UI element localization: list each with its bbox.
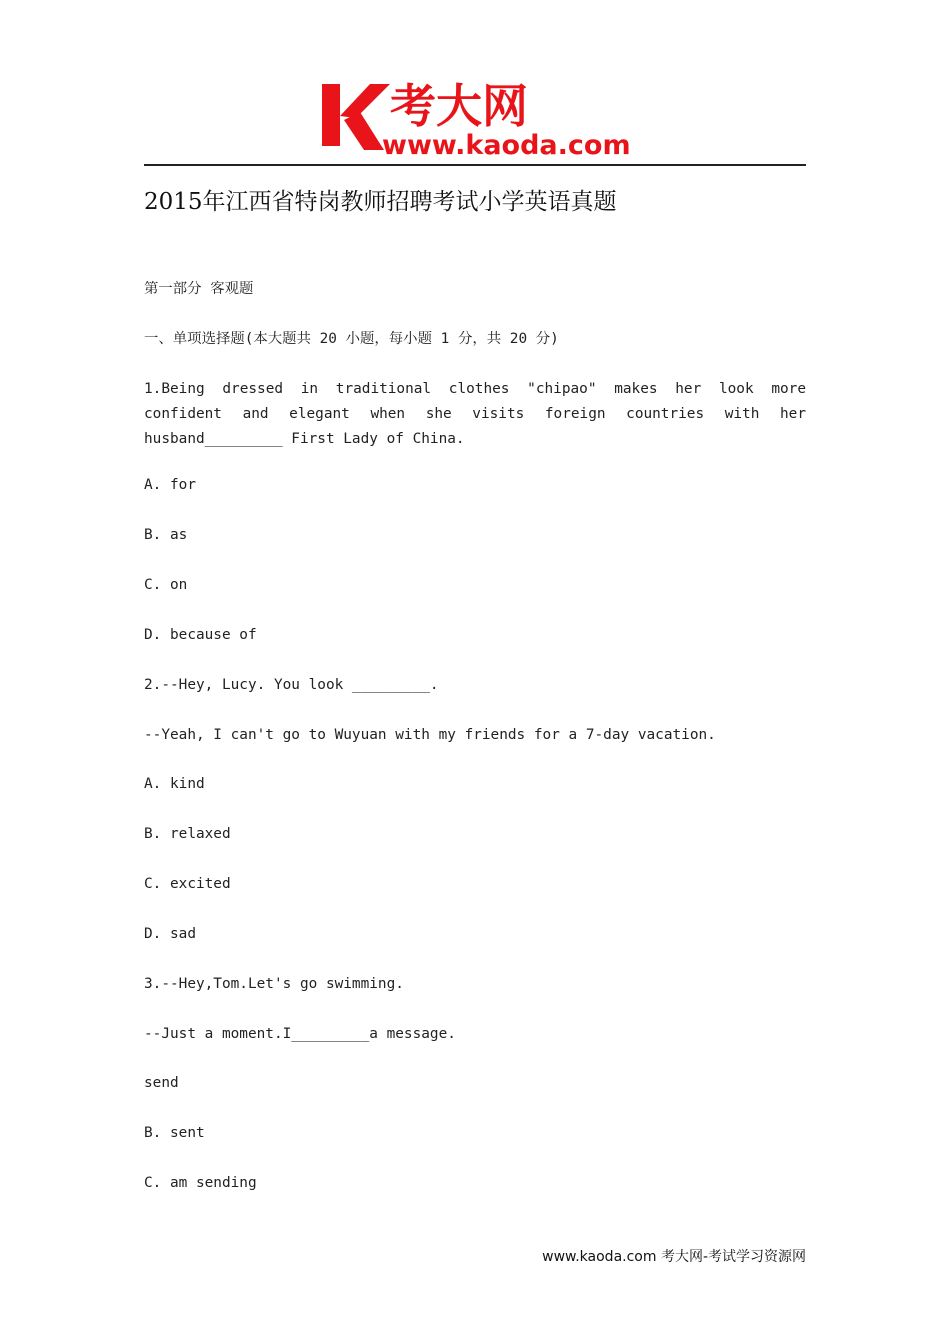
part-heading: 第一部分 客观题 <box>144 281 254 297</box>
logo-url-text: www.kaoda.com <box>382 130 631 161</box>
q3-option-a: send <box>144 1075 179 1091</box>
question-2-reply: --Yeah, I can't go to Wuyuan with my friends for a 7-day vacation. <box>144 727 716 743</box>
page-title: 2015年江西省特岗教师招聘考试小学英语真题 <box>144 189 617 215</box>
question-3-reply: --Just a moment.I_________a message. <box>144 1026 456 1042</box>
q3-option-c: C. am sending <box>144 1175 257 1191</box>
q3-option-b: B. sent <box>144 1125 205 1141</box>
q1-option-b: B. as <box>144 527 188 543</box>
q2-option-d: D. sad <box>144 926 196 942</box>
question-2: 2.--Hey, Lucy. You look _________. <box>144 677 439 693</box>
question-1: 1.Being dressed in traditional clothes "chipao" makes her look more confident and elegant when she visits foreign countries with her husband_________ First Lady of China. <box>144 381 806 447</box>
kaoda-logo-graphic <box>318 72 638 162</box>
section-heading: 一、单项选择题(本大题共 20 小题，每小题 1 分，共 20 分) <box>144 331 559 347</box>
q1-option-a: A. for <box>144 477 196 493</box>
q2-option-c: C. excited <box>144 876 231 892</box>
q2-option-b: B. relaxed <box>144 826 231 842</box>
header-divider <box>144 164 806 166</box>
logo-brand-text: 考大网 <box>390 79 528 133</box>
q1-option-d: D. because of <box>144 627 257 643</box>
q2-option-a: A. kind <box>144 776 205 792</box>
page-footer: www.kaoda.com 考大网-考试学习资源网 <box>542 1249 806 1265</box>
q1-option-c: C. on <box>144 577 188 593</box>
kaoda-logo <box>318 72 638 162</box>
question-3: 3.--Hey,Tom.Let's go swimming. <box>144 976 404 992</box>
